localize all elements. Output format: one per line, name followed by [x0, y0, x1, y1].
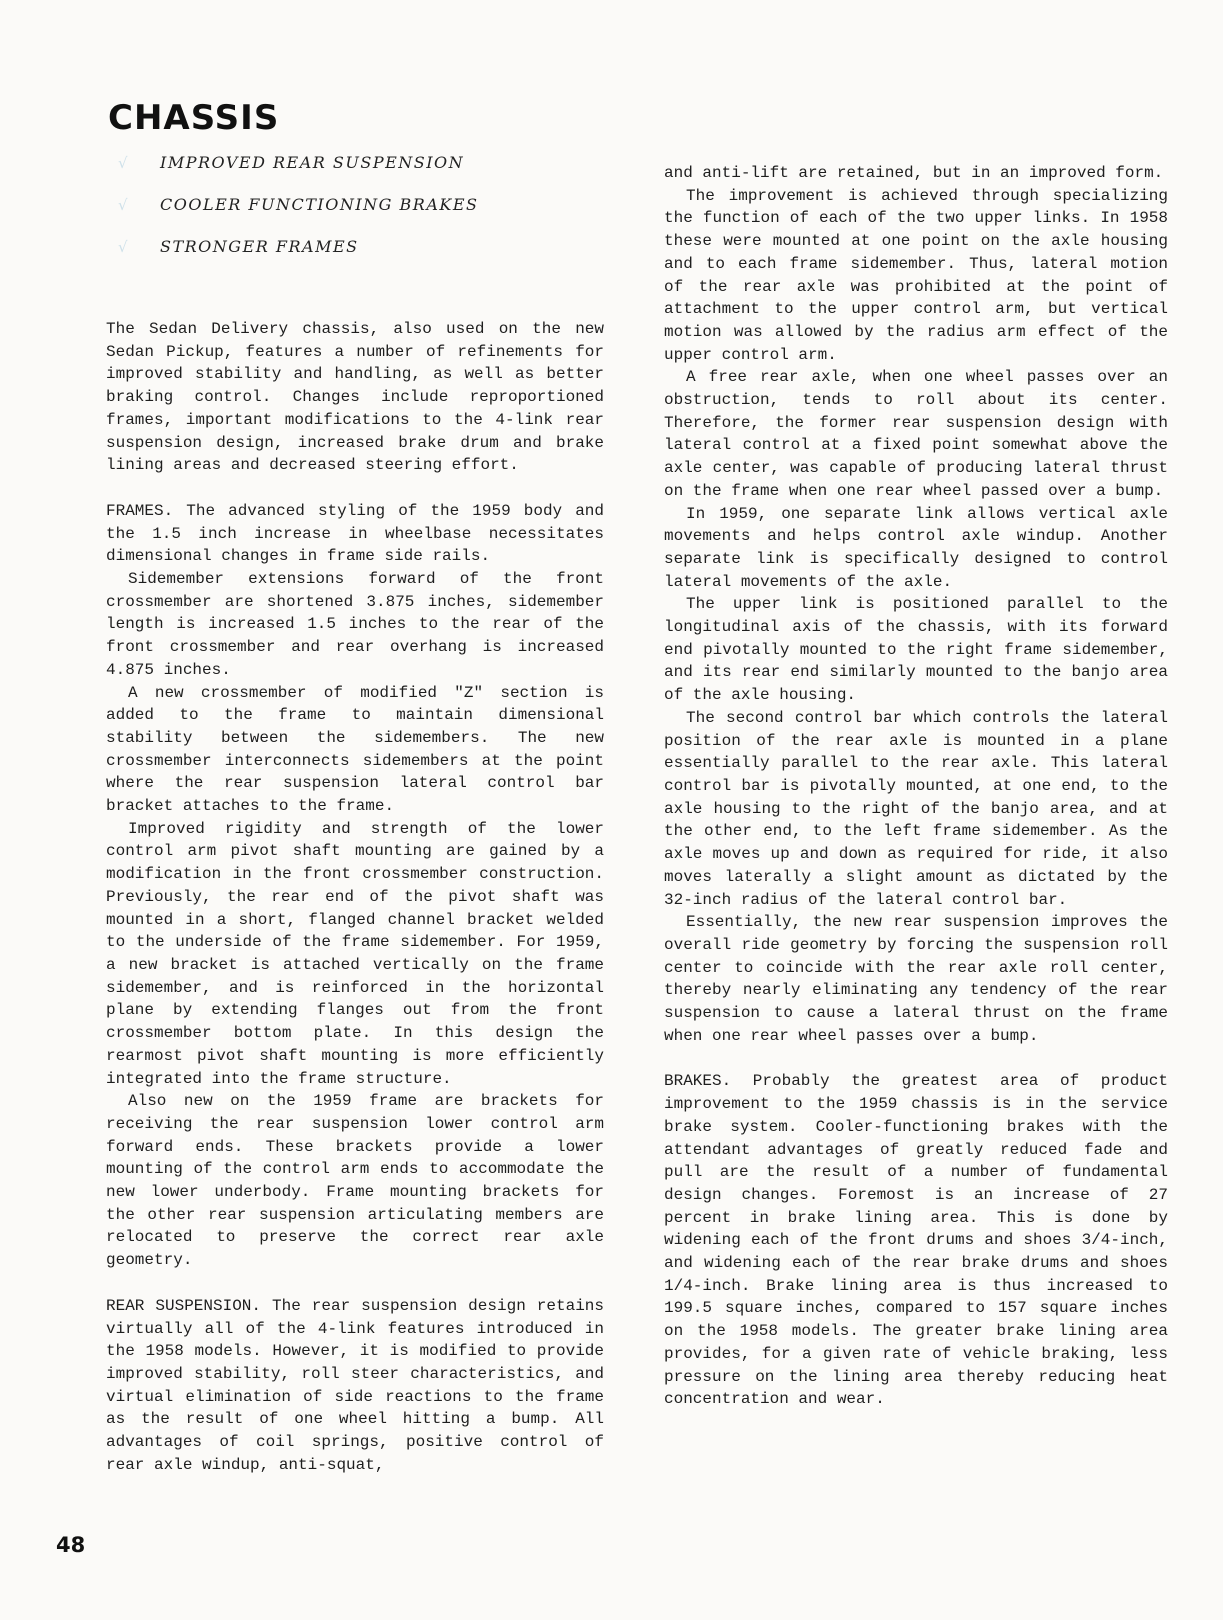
checkmark-icon: √ [118, 238, 130, 256]
feature-list [118, 152, 479, 278]
rear-suspension-section-paragraph: REAR SUSPENSION. The rear suspension design retains virtually all of the 4-link features introduced in the 1958 models. However, it is modified to provide improved stability, roll steer characteristics, and virtual elimination of side reactions to the frame as the result of one wheel hitting a bump. All advantages of coil springs, positive control of rear axle windup, anti-squat, [106, 1296, 604, 1474]
body-paragraph: Sidemember extensions forward of the front crossmember are shortened 3.875 inches, sidemember length is increased 1.5 inches to the rear of the front crossmember and rear overhang is increased 4.875 inches. [106, 570, 604, 679]
right-column [664, 162, 1168, 1411]
brakes-section-paragraph: BRAKES. Probably the greatest area of product improvement to the 1959 chassis is in the service brake system. Cooler-functioning brakes with the attendant advantages of greatly reduced fade and pull are the result of a number of fundamental design changes. Foremost is an increase of 27 percent in brake lining area. This is done by widening each of the front drums and shoes 3/4-inch, and widening each of the rear brake drums and shoes 1/4-inch. Brake lining area is thus increased to 199.5 square inches, compared to 157 square inches on the 1958 models. The greater brake lining area provides, for a given rate of vehicle braking, less pressure on the lining area thereby reducing heat concentration and wear. [664, 1072, 1168, 1409]
feature-item-frames [118, 236, 479, 278]
continued-paragraph: and anti-lift are retained, but in an improved form. [664, 164, 1164, 182]
checkmark-icon: √ [118, 196, 130, 214]
feature-label: COOLER FUNCTIONING BRAKES [160, 195, 479, 214]
intro-paragraph: The Sedan Delivery chassis, also used on the new Sedan Pickup, features a number of refinements for improved stability and handling, as well as better braking control. Changes include reproportioned frames, important modifications to the 4-link rear suspension design, increased brake drum and brake lining areas and decreased steering effort. [106, 320, 604, 475]
body-paragraph: Also new on the 1959 frame are brackets for receiving the rear suspension lower control arm forward ends. These brackets provide a lower mounting of the control arm ends to accommodate the new lower underbody. Frame mounting brackets for the other rear suspension articulating members are relocated to preserve the correct rear axle geometry. [106, 1092, 604, 1270]
body-paragraph: The second control bar which controls the lateral position of the rear axle is mounted in a plane essentially parallel to the rear axle. This lateral control bar is pivotally mounted, at one end, to the axle housing to the right of the banjo area, and at the other end, to the left frame sidemember. As the axle moves up and down as required for ride, it also moves laterally a slight amount as dictated by the 32-inch radius of the lateral control bar. [664, 708, 1168, 909]
page-heading: CHASSIS [108, 98, 280, 138]
feature-item-brakes [118, 194, 479, 236]
feature-label: STRONGER FRAMES [160, 237, 359, 256]
feature-label: IMPROVED REAR SUSPENSION [160, 153, 465, 172]
left-column [106, 318, 604, 1476]
body-paragraph: Essentially, the new rear suspension improves the overall ride geometry by forcing the suspension roll center to coincide with the rear axle roll center, thereby nearly eliminating any tendency of the rear suspension to cause a lateral thrust on the frame when one rear wheel passes over a bump. [664, 913, 1168, 1045]
body-paragraph: The upper link is positioned parallel to the longitudinal axis of the chassis, with its forward end pivotally mounted to the right frame sidemember, and its rear end similarly mounted to the banjo area of the axle housing. [664, 595, 1168, 705]
body-paragraph: In 1959, one separate link allows vertical axle movements and helps control axle windup. Another separate link is specifically designed to control lateral movements of the axle. [664, 504, 1168, 591]
feature-item-rear-suspension [118, 152, 479, 194]
body-paragraph: A free rear axle, when one wheel passes over an obstruction, tends to roll about its center. Therefore, the former rear suspension design with lateral control at a fixed point somewhat above the axle center, was capable of producing lateral thrust on the frame when one rear wheel passed over a bump. [664, 368, 1168, 500]
body-paragraph: A new crossmember of modified "Z" section is added to the frame to maintain dimensional stability between the sidemembers. The new crossmember interconnects sidemembers at the point where the rear suspension lateral control bar bracket attaches to the frame. [106, 683, 604, 816]
frames-section-paragraph: FRAMES. The advanced styling of the 1959 body and the 1.5 inch increase in wheelbase necessitates dimensional changes in frame side rails. [106, 501, 604, 566]
body-paragraph: Improved rigidity and strength of the lower control arm pivot shaft mounting are gained by a modification in the front crossmember construction. Previously, the rear end of the pivot shaft was mounted in a short, flanged channel bracket welded to the underside of the frame sidemember. For 1959, a new bracket is attached vertically on the frame sidemember, and is reinforced in the horizontal plane by extending flanges out from the front crossmember bottom plate. In this design the rearmost pivot shaft mounting is more efficiently integrated into the frame structure. [106, 819, 604, 1088]
body-paragraph: The improvement is achieved through specializing the function of each of the two upper links. In 1958 these were mounted at one point on the axle housing and to each frame sidemember. Thus, lateral motion of the rear axle was prohibited at the point of attachment to the upper control arm, but vertical motion was allowed by the radius arm effect of the upper control arm. [664, 186, 1168, 364]
page-number: 48 [56, 1533, 86, 1557]
checkmark-icon: √ [118, 154, 130, 172]
